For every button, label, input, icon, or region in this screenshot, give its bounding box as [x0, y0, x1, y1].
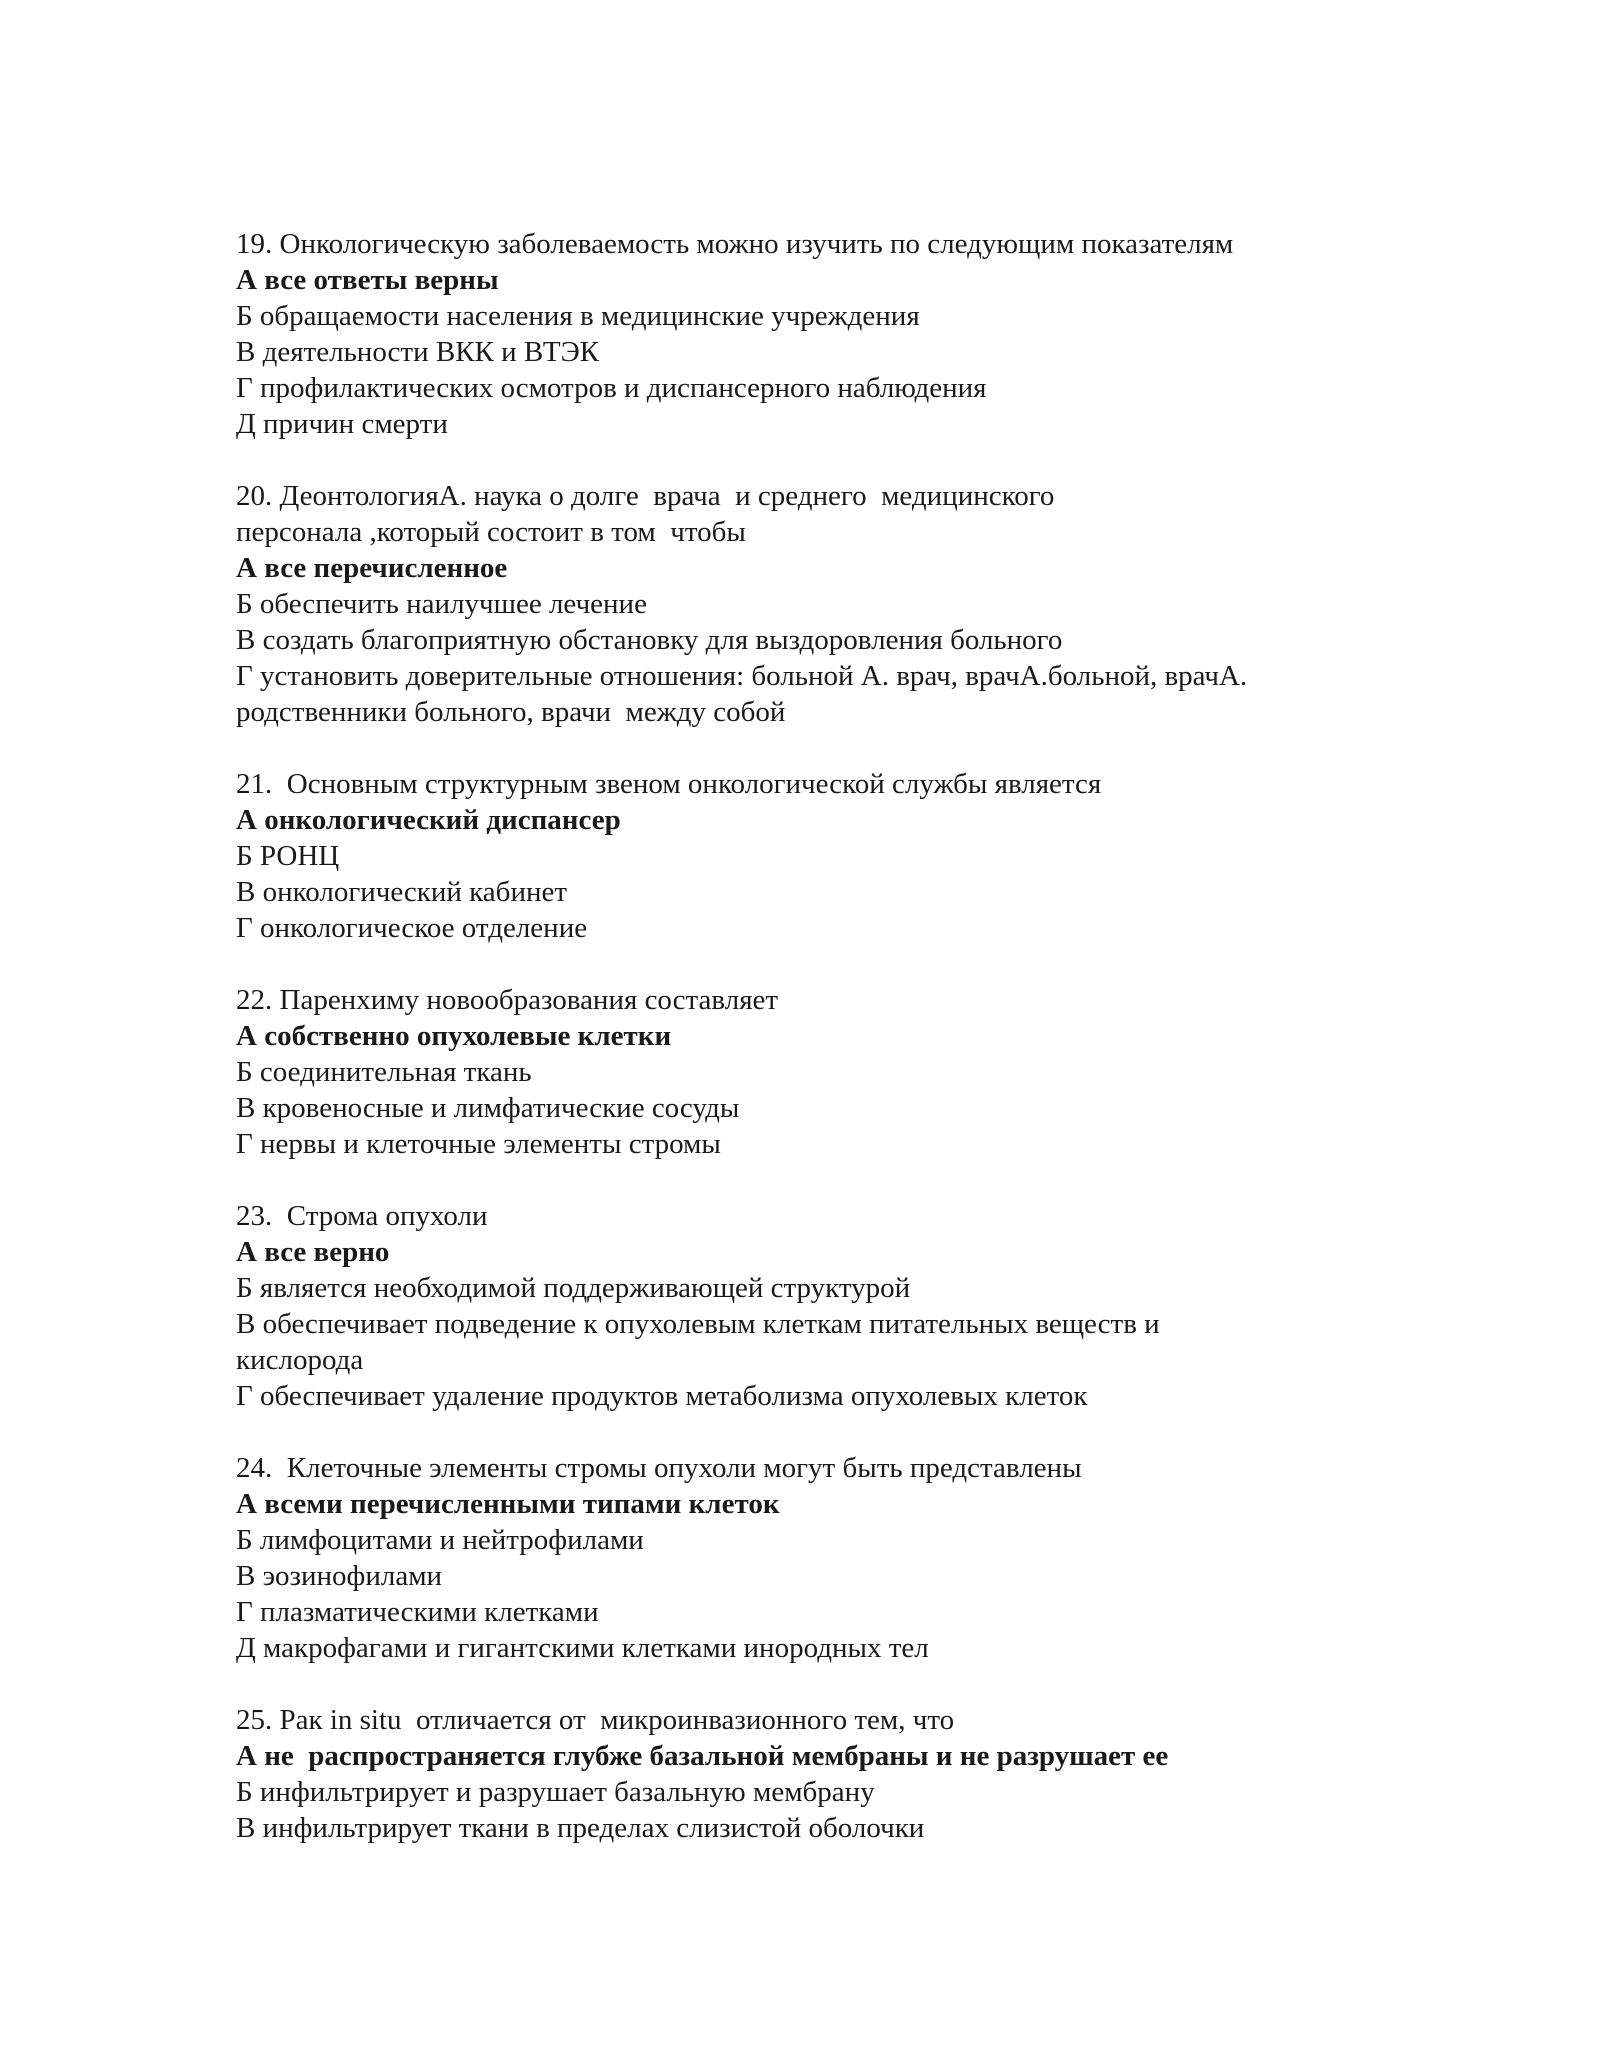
answer-option: родственники больного, врачи между собой — [236, 696, 786, 728]
answer-option: В онкологический кабинет — [236, 876, 568, 908]
correct-answer: А все верно — [236, 1236, 390, 1268]
answer-option: Д макрофагами и гигантскими клетками инородных тел — [236, 1632, 929, 1664]
correct-answer: А собственно опухолевые клетки — [236, 1020, 672, 1052]
correct-answer: А все ответы верны — [236, 264, 499, 296]
answer-option: Б соединительная ткань — [236, 1056, 532, 1088]
question-stem: 20. ДеонтологияА. наука о долге врача и среднего медицинского — [236, 480, 1055, 512]
answer-option: Г обеспечивает удаление продуктов метаболизма опухолевых клеток — [236, 1380, 1088, 1412]
question-23 — [236, 1198, 1436, 1414]
answer-option: Д причин смерти — [236, 408, 448, 440]
correct-answer: А все перечисленное — [236, 552, 508, 584]
answer-option: Б РОНЦ — [236, 840, 340, 872]
answer-option: Б лимфоцитами и нейтрофилами — [236, 1524, 644, 1556]
answer-option: В создать благоприятную обстановку для выздоровления больного — [236, 624, 1063, 656]
answer-option: Г профилактических осмотров и диспансерного наблюдения — [236, 372, 987, 404]
question-22 — [236, 982, 1436, 1162]
question-list — [236, 226, 1436, 1882]
question-stem: 22. Паренхиму новообразования составляет — [236, 984, 779, 1016]
question-stem: персонала ,который состоит в том чтобы — [236, 516, 746, 548]
correct-answer: А не распространяется глубже базальной мембраны и не разрушает ее — [236, 1740, 1169, 1772]
answer-option: Г нервы и клеточные элементы стромы — [236, 1128, 721, 1160]
question-25 — [236, 1702, 1436, 1846]
question-21 — [236, 766, 1436, 946]
correct-answer: А онкологический диспансер — [236, 804, 621, 836]
answer-option: кислорода — [236, 1344, 364, 1376]
answer-option: Б является необходимой поддерживающей структурой — [236, 1272, 911, 1304]
question-stem: 24. Клеточные элементы стромы опухоли могут быть представлены — [236, 1452, 1082, 1484]
question-stem: 21. Основным структурным звеном онкологической службы является — [236, 768, 1102, 800]
question-20 — [236, 478, 1436, 730]
question-stem: 23. Строма опухоли — [236, 1200, 488, 1232]
answer-option: Б инфильтрирует и разрушает базальную мембрану — [236, 1776, 875, 1808]
answer-option: Г плазматическими клетками — [236, 1596, 599, 1628]
answer-option: Б обеспечить наилучшее лечение — [236, 588, 647, 620]
question-stem: 19. Онкологическую заболеваемость можно изучить по следующим показателям — [236, 228, 1234, 260]
answer-option: В инфильтрирует ткани в пределах слизистой оболочки — [236, 1812, 925, 1844]
answer-option: В деятельности ВКК и ВТЭК — [236, 336, 600, 368]
answer-option: В кровеносные и лимфатические сосуды — [236, 1092, 740, 1124]
answer-option: В эозинофилами — [236, 1560, 443, 1592]
answer-option: В обеспечивает подведение к опухолевым клеткам питательных веществ и — [236, 1308, 1160, 1340]
question-19 — [236, 226, 1436, 442]
question-stem: 25. Рак in situ отличается от микроинвазионного тем, что — [236, 1704, 955, 1736]
answer-option: Г установить доверительные отношения: больной А. врач, врачА.больной, врачА. — [236, 660, 1248, 692]
correct-answer: А всеми перечисленными типами клеток — [236, 1488, 780, 1520]
question-24 — [236, 1450, 1436, 1666]
answer-option: Б обращаемости населения в медицинские учреждения — [236, 300, 920, 332]
answer-option: Г онкологическое отделение — [236, 912, 588, 944]
